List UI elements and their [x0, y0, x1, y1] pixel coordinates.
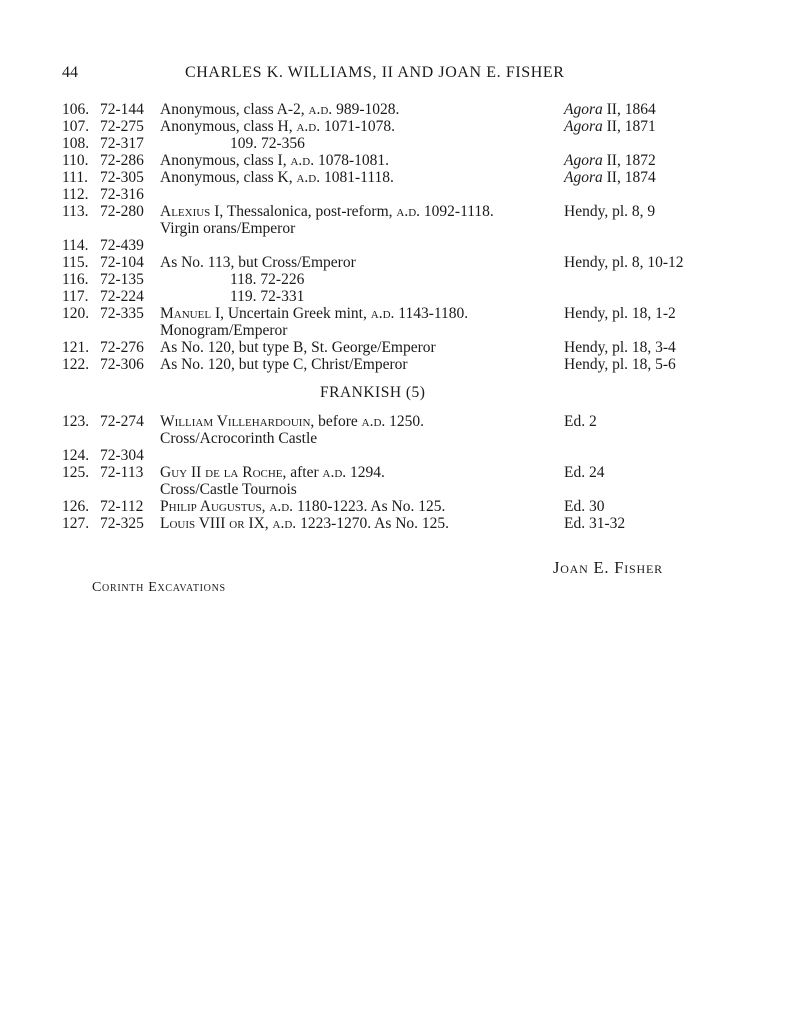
catalogue-entry	[62, 101, 702, 118]
catalogue-entry	[62, 498, 702, 515]
inventory-number: 72-276	[100, 339, 144, 356]
entry-reference: Agora II, 1871	[564, 118, 656, 135]
catalogue-entry	[62, 430, 702, 447]
entry-number: 110.	[62, 152, 89, 169]
page-number: 44	[62, 64, 78, 81]
catalogue-entry	[62, 203, 702, 220]
inventory-number: 72-275	[100, 118, 144, 135]
catalogue-entry	[62, 447, 702, 464]
entry-reference: Hendy, pl. 18, 5-6	[564, 356, 676, 373]
inventory-number: 72-439	[100, 237, 144, 254]
entry-description: Virgin orans/Emperor	[160, 220, 296, 237]
entry-number: 114.	[62, 237, 89, 254]
catalogue-entry	[62, 135, 702, 152]
entry-reference: Hendy, pl. 18, 3-4	[564, 339, 676, 356]
inventory-number: 72-280	[100, 203, 144, 220]
entry-description: As No. 113, but Cross/Emperor	[160, 254, 356, 271]
entry-description: Guy II de la Roche, after a.d. 1294.	[160, 464, 385, 481]
catalogue-entry	[62, 220, 702, 237]
catalogue-entry	[62, 288, 702, 305]
page-header	[62, 64, 662, 86]
entry-number: 117.	[62, 288, 89, 305]
catalogue-list-byzantine	[62, 101, 702, 373]
entry-reference: Ed. 2	[564, 413, 597, 430]
entry-description: 118. 72-226	[230, 271, 305, 288]
entry-number: 124.	[62, 447, 90, 464]
inventory-number: 72-224	[100, 288, 144, 305]
author-signature: Joan E. Fisher	[553, 558, 663, 577]
entry-number: 125.	[62, 464, 90, 481]
entry-number: 120.	[62, 305, 90, 322]
catalogue-list-frankish	[62, 413, 702, 532]
entry-reference: Agora II, 1864	[564, 101, 656, 118]
entry-description: William Villehardouin, before a.d. 1250.	[160, 413, 425, 430]
inventory-number: 72-135	[100, 271, 144, 288]
entry-reference: Agora II, 1872	[564, 152, 656, 169]
inventory-number: 72-286	[100, 152, 144, 169]
coin-catalogue	[62, 101, 702, 532]
entry-reference: Ed. 31-32	[564, 515, 626, 532]
entry-description: Louis VIII or IX, a.d. 1223-1270. As No. 125.	[160, 515, 450, 532]
entry-description: Cross/Acrocorinth Castle	[160, 430, 318, 447]
entry-number: 127.	[62, 515, 90, 532]
entry-reference: Hendy, pl. 18, 1-2	[564, 305, 676, 322]
entry-number: 108.	[62, 135, 90, 152]
entry-description: Manuel I, Uncertain Greek mint, a.d. 1143-1180.	[160, 305, 469, 322]
catalogue-entry	[62, 339, 702, 356]
entry-reference: Ed. 24	[564, 464, 605, 481]
catalogue-entry	[62, 305, 702, 322]
catalogue-entry	[62, 118, 702, 135]
inventory-number: 72-144	[100, 101, 144, 118]
entry-description: Monogram/Emperor	[160, 322, 288, 339]
entry-description: Anonymous, class K, a.d. 1081-1118.	[160, 169, 394, 186]
entry-description: Anonymous, class H, a.d. 1071-1078.	[160, 118, 396, 135]
catalogue-entry	[62, 356, 702, 373]
entry-number: 121.	[62, 339, 90, 356]
inventory-number: 72-274	[100, 413, 144, 430]
entry-reference: Hendy, pl. 8, 10-12	[564, 254, 684, 271]
section-heading-text: FRANKISH (5)	[320, 384, 426, 401]
entry-number: 106.	[62, 101, 90, 118]
entry-number: 122.	[62, 356, 90, 373]
entry-reference: Hendy, pl. 8, 9	[564, 203, 656, 220]
inventory-number: 72-325	[100, 515, 144, 532]
catalogue-entry	[62, 237, 702, 254]
entry-reference: Ed. 30	[564, 498, 605, 515]
entry-description: Cross/Castle Tournois	[160, 481, 297, 498]
entry-description: As No. 120, but type B, St. George/Emperor	[160, 339, 436, 356]
catalogue-entry	[62, 464, 702, 481]
entry-number: 107.	[62, 118, 90, 135]
entry-number: 123.	[62, 413, 90, 430]
entry-description: 119. 72-331	[230, 288, 305, 305]
entry-number: 113.	[62, 203, 89, 220]
entry-description: Anonymous, class A-2, a.d. 989-1028.	[160, 101, 400, 118]
author-affiliation: Corinth Excavations	[92, 580, 226, 595]
entry-number: 116.	[62, 271, 89, 288]
entry-description: 109. 72-356	[230, 135, 305, 152]
entry-number: 115.	[62, 254, 89, 271]
inventory-number: 72-306	[100, 356, 144, 373]
inventory-number: 72-316	[100, 186, 144, 203]
catalogue-entry	[62, 186, 702, 203]
catalogue-entry	[62, 515, 702, 532]
catalogue-entry	[62, 169, 702, 186]
catalogue-entry	[62, 322, 702, 339]
inventory-number: 72-317	[100, 135, 144, 152]
section-heading-frankish	[62, 373, 702, 413]
entry-description: Anonymous, class I, a.d. 1078-1081.	[160, 152, 390, 169]
inventory-number: 72-112	[100, 498, 144, 515]
catalogue-entry	[62, 481, 702, 498]
entry-number: 126.	[62, 498, 90, 515]
inventory-number: 72-104	[100, 254, 144, 271]
entry-reference: Agora II, 1874	[564, 169, 656, 186]
entry-description: Alexius I, Thessalonica, post-reform, a.d. 1092-1118.	[160, 203, 494, 220]
inventory-number: 72-335	[100, 305, 144, 322]
entry-number: 112.	[62, 186, 89, 203]
running-head: CHARLES K. WILLIAMS, II AND JOAN E. FISHER	[185, 64, 565, 81]
catalogue-entry	[62, 152, 702, 169]
inventory-number: 72-305	[100, 169, 144, 186]
entry-description: As No. 120, but type C, Christ/Emperor	[160, 356, 408, 373]
catalogue-entry	[62, 271, 702, 288]
inventory-number: 72-304	[100, 447, 144, 464]
entry-number: 111.	[62, 169, 88, 186]
entry-description: Philip Augustus, a.d. 1180-1223. As No. 125.	[160, 498, 446, 515]
catalogue-entry	[62, 413, 702, 430]
catalogue-entry	[62, 254, 702, 271]
inventory-number: 72-113	[100, 464, 144, 481]
